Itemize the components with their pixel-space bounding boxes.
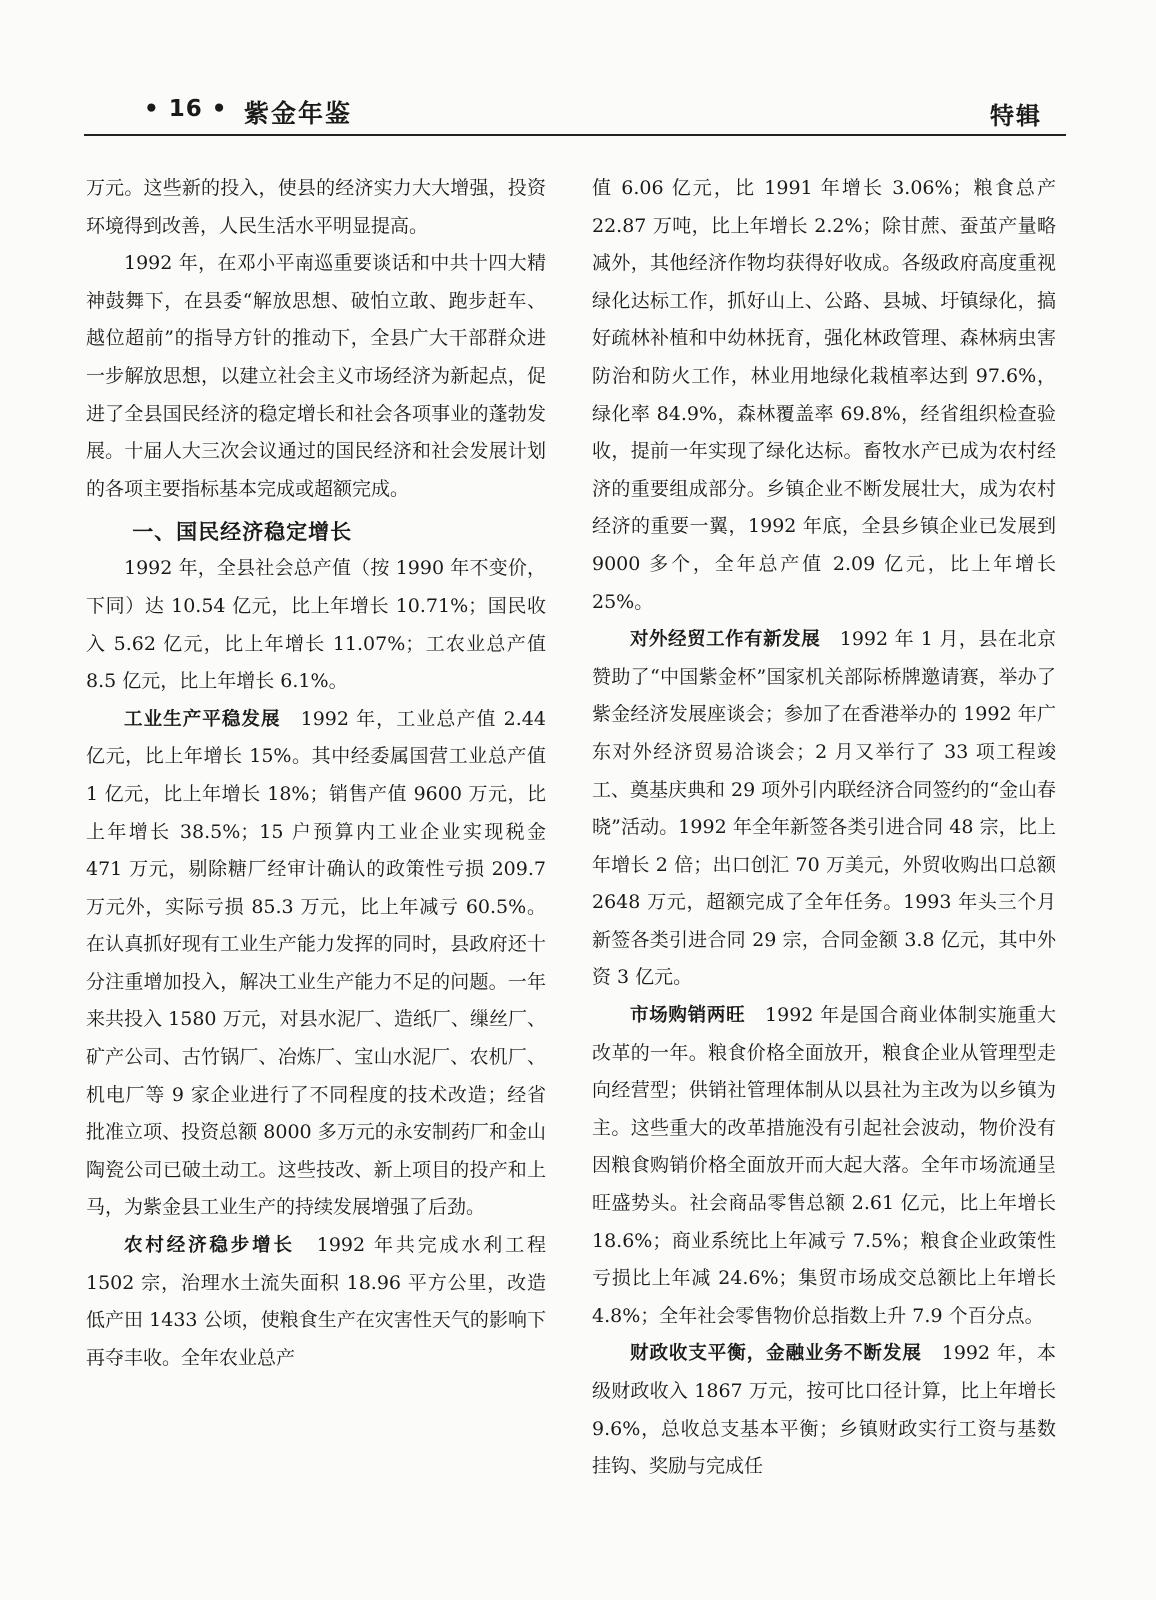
- right-column: [592, 170, 1056, 1486]
- paragraph-lead: 工业生产平稳发展: [124, 708, 281, 730]
- paragraph-body: 1992 年，本级财政收入 1867 万元，按可比口径计算，比上年增长 9.6%，总收总支基本平衡；乡镇财政实行工资与基数挂钩、奖励与完成任: [592, 1342, 1056, 1478]
- paragraph-lead: 财政收支平衡，金融业务不断发展: [630, 1343, 922, 1365]
- section-title: 特辑: [990, 102, 1042, 130]
- left-column: [86, 170, 546, 1377]
- paragraph-lead: 农村经济稳步增长: [124, 1235, 295, 1257]
- page-header: [84, 92, 1066, 136]
- paragraph-body: 1992 年是国合商业体制实施重大改革的一年。粮食价格全面放开，粮食企业从管理型走向经营型；供销社管理体制从以县社为主改为以乡镇为主。这些重大的改革措施没有引起社会波动，物价没有因粮食购销价格全面放开而大起大落。全年市场流通呈旺盛势头。社会商品零售总额 2.61 亿元，比上年增长 18.6%；商业系统比上年减亏 7.5%；粮食企业政策性亏损比上年减 24.6%；集贸市场成交总额比上年增长 4.8%；全年社会零售物价总指数上升 7.9 个百分点。: [592, 1004, 1056, 1327]
- paragraph: 万元。这些新的投入，使县的经济实力大大增强，投资环境得到改善，人民生活水平明显提高。: [86, 177, 546, 237]
- paragraph-body: 1992 年共完成水利工程 1502 宗，治理水土流失面积 18.96 平方公里，改造低产田 1433 公顷，使粮食生产在灾害性天气的影响下再夺丰收。全年农业总产: [86, 1234, 546, 1369]
- paragraph: 值 6.06 亿元，比 1991 年增长 3.06%；粮食总产 22.87 万吨，比上年增长 2.2%；除甘蔗、蚕茧产量略减外，其他经济作物均获得好收成。各级政府高度重视绿化达标工作，抓好山上、公路、县城、圩镇绿化，搞好疏林补植和中幼林抚育，强化林政管理、森林病虫害防治和防火工作，林业用地绿化栽植率达到 97.6%，绿化率 84.9%，森林覆盖率 69.8%，经省组织检查验收，提前一年实现了绿化达标。畜牧水产已成为农村经济的重要组成部分。乡镇企业不断发展壮大，成为农村经济的重要一翼，1992 年底，全县乡镇企业已发展到 9000 多个，全年总产值 2.09 亿元，比上年增长 25%。: [592, 177, 1056, 613]
- paragraph: 1992 年，在邓小平南巡重要谈话和中共十四大精神鼓舞下，在县委“解放思想、破怕立敢、跑步赶车、越位超前”的指导方针的推动下，全县广大干部群众进一步解放思想，以建立社会主义市场经济为新起点，促进了全县国民经济的稳定增长和社会各项事业的蓬勃发展。十届人大三次会议通过的国民经济和社会发展计划的各项主要指标基本完成或超额完成。: [86, 252, 546, 500]
- page-number: • 16 •: [144, 96, 228, 122]
- paragraph: [592, 1335, 1056, 1485]
- paragraph: 1992 年，全县社会总产值（按 1990 年不变价，下同）达 10.54 亿元，比上年增长 10.71%；国民收入 5.62 亿元，比上年增长 11.07%；工农业总产值 8.5 亿元，比上年增长 6.1%。: [86, 557, 546, 693]
- section-heading: 一、国民经济稳定增长: [132, 520, 353, 545]
- paragraph-lead: 对外经贸工作有新发展: [630, 629, 821, 651]
- paragraph: [592, 997, 1056, 1335]
- paragraph-lead: 市场购销两旺: [630, 1005, 746, 1027]
- book-title: 紫金年鉴: [244, 99, 353, 128]
- paragraph: [86, 1227, 546, 1377]
- paragraph: [86, 701, 546, 1227]
- paragraph-body: 1992 年 1 月，县在北京赞助了“中国紫金杯”国家机关部际桥牌邀请赛，举办了紫金经济发展座谈会；参加了在香港举办的 1992 年广东对外经济贸易洽谈会；2 月又举行了 33 项工程竣工、奠基庆典和 29 项外引内联经济合同签约的“金山春晓”活动。1992 年全年新签各类引进合同 48 宗，比上年增长 2 倍；出口创汇 70 万美元，外贸收购出口总额 2648 万元，超额完成了全年任务。1993 年头三个月新签各类引进合同 29 宗，合同金额 3.8 亿元，其中外资 3 亿元。: [592, 628, 1056, 989]
- paragraph-body: 1992 年，工业总产值 2.44 亿元，比上年增长 15%。其中经委属国营工业总产值 1 亿元，比上年增长 18%；销售产值 9600 万元，比上年增长 38.5%；15 户预算内工业企业实现税金 471 万元，剔除糖厂经审计确认的政策性亏损 209.7 万元外，实际亏损 85.3 万元，比上年减亏 60.5%。在认真抓好现有工业生产能力发挥的同时，县政府还十分注重增加投入，解决工业生产能力不足的问题。一年来共投入 1580 万元，对县水泥厂、造纸厂、缫丝厂、矿产公司、古竹锅厂、冶炼厂、宝山水泥厂、农机厂、机电厂等 9 家企业进行了不同程度的技术改造；经省批准立项、投资总额 8000 多万元的永安制药厂和金山陶瓷公司已破土动工。这些技改、新上项目的投产和上马，为紫金县工业生产的持续发展增强了后劲。: [86, 707, 546, 1219]
- paragraph: [592, 621, 1056, 997]
